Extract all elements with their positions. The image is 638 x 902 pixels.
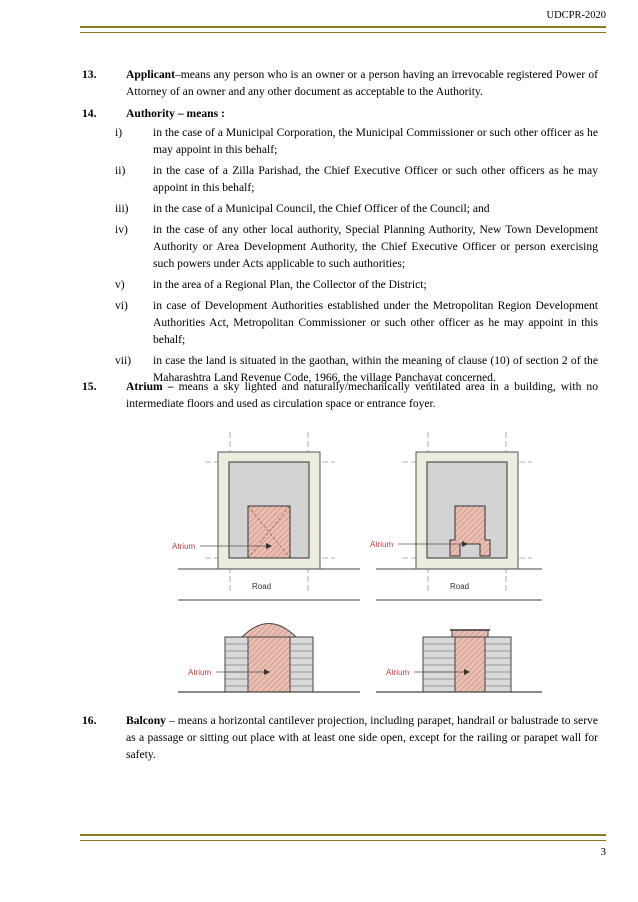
section-term: Applicant xyxy=(126,68,175,81)
section-term: Balcony xyxy=(126,714,166,727)
list-item: ii) in the case of a Zilla Parishad, the Chief Executive Officer or such other officers as he may appoint in this behalf; xyxy=(115,164,598,194)
footer-rule xyxy=(80,834,606,841)
section-number: 16. xyxy=(82,714,97,727)
section-15 xyxy=(82,378,598,412)
section-view-left xyxy=(178,624,360,693)
atrium-label: Atrium xyxy=(172,542,196,551)
section-number: 15. xyxy=(82,380,97,393)
list-item: vii) in case the land is situated in the gaothan, within the meaning of clause (10) of section 2 of the Maharashtra Land Revenue Code, 1966, the village Panchayat concerned. xyxy=(115,354,598,384)
section-term: Atrium – xyxy=(126,380,174,393)
atrium-label: Atrium xyxy=(386,668,410,677)
section-14 xyxy=(82,105,598,122)
header-rule xyxy=(80,26,606,33)
section-text: – means a horizontal cantilever projection, including parapet, handrail or balustrade to serve as a passage or sitting out place with at least one side open, except for the railing or parapet wall for safety. xyxy=(126,714,598,761)
section-view-right xyxy=(376,630,542,692)
page-number: 3 xyxy=(600,846,606,858)
section-text: –means any person who is an owner or a person having an irrevocable registered Power of Attorney of an owner and any other document as acceptable to the Authority. xyxy=(126,68,598,98)
list-item: iv) in the case of any other local authority, Special Planning Authority, New Town Development Authority or Area Development Authority, the Chief Executive Officer or person exercising such powers under Acts applicable to such authorities; xyxy=(115,223,598,270)
authority-list xyxy=(115,124,598,390)
section-13 xyxy=(82,66,598,100)
list-item: i) in the case of a Municipal Corporation, the Municipal Commissioner or such other officer as he may appoint in this behalf; xyxy=(115,126,598,156)
atrium-label: Atrium xyxy=(188,668,212,677)
road-label: Road xyxy=(252,582,272,591)
document-code: UDCPR-2020 xyxy=(546,10,606,21)
atrium-label: Atrium xyxy=(370,540,394,549)
atrium-diagram xyxy=(170,432,550,702)
section-16 xyxy=(82,712,598,763)
list-item: vi) in case of Development Authorities established under the Metropolitan Region Development Authorities Act, Metropolitan Commissioner or such other officer as he may appoint in this behalf; xyxy=(115,299,598,346)
plan-view-left xyxy=(172,432,360,600)
section-number: 14. xyxy=(82,107,97,120)
list-item: iii) in the case of a Municipal Council, the Chief Officer of the Council; and xyxy=(115,202,490,215)
section-number: 13. xyxy=(82,68,97,81)
list-item: v) in the area of a Regional Plan, the Collector of the District; xyxy=(115,278,427,291)
section-text: means a sky lighted and naturally/mechanically ventilated area in a building, with no intermediate floors and used as circulation space or entrance foyer. xyxy=(126,380,598,410)
section-term: Authority – means : xyxy=(126,107,225,120)
plan-view-right xyxy=(370,432,542,600)
road-label: Road xyxy=(450,582,470,591)
